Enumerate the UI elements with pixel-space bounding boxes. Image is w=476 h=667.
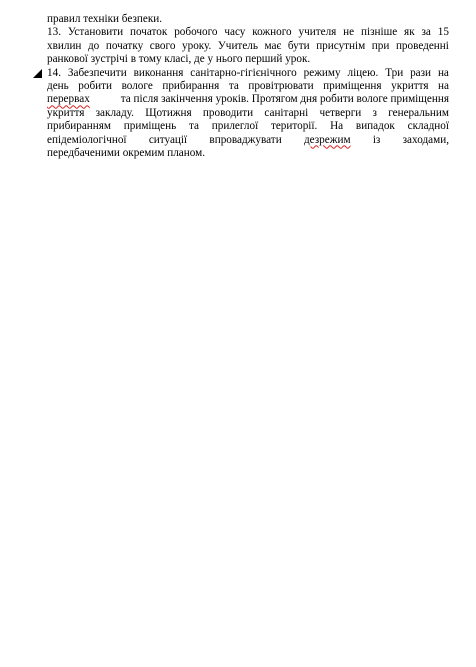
text-segment: хвилин [47, 39, 82, 52]
text-segment: пізніше [360, 26, 398, 39]
text-segment: закладу. [95, 106, 134, 119]
text-segment: свого [149, 39, 176, 52]
text-segment: На [330, 120, 344, 133]
text-segment: часу [224, 26, 246, 39]
text-segment: правил техніки безпеки. [47, 13, 163, 25]
text-segment: день [47, 79, 69, 92]
text-segment: ліцею. [347, 66, 379, 79]
text-segment: на [438, 79, 449, 92]
text-line [47, 93, 449, 106]
text-segment: має [264, 39, 282, 52]
document-body[interactable] [47, 13, 449, 160]
text-segment: санітарно-гігієнічного [190, 66, 297, 79]
text-segment: робити [78, 79, 113, 92]
text-segment: при [371, 39, 390, 52]
text-line [47, 40, 449, 53]
text-segment: до [87, 39, 100, 52]
text-segment: Три [385, 66, 404, 79]
text-segment: та [188, 120, 199, 133]
text-segment: Щотижня [145, 106, 192, 119]
text-segment: 15 [437, 26, 449, 39]
text-segment: Забезпечити [67, 66, 127, 79]
text-segment: епідеміологічної [47, 133, 127, 146]
text-line [47, 53, 449, 66]
text-segment: початку [105, 39, 144, 52]
text-segment: не [343, 26, 355, 39]
text-segment: Учитель [217, 39, 258, 52]
misspelled-word: перервах [47, 93, 90, 106]
text-segment: вологе [121, 79, 153, 92]
text-line [47, 134, 449, 147]
text-line [47, 80, 449, 93]
text-segment: бути [287, 39, 310, 52]
text-segment: території. [270, 120, 318, 133]
text-segment: як [404, 26, 415, 39]
text-segment: та після закінчення уроків. Протягом дня робити вологе приміщення [120, 93, 449, 106]
text-line [47, 107, 449, 120]
text-segment: присутнім [316, 39, 366, 52]
text-segment: прилеглої [211, 120, 259, 133]
text-segment: укриття [391, 79, 429, 92]
text-segment: 13. [47, 26, 61, 39]
text-segment: робочого [174, 26, 218, 39]
text-segment: випадок [355, 120, 395, 133]
misspelled-word: дезрежим [303, 133, 351, 146]
text-segment: проводити [202, 106, 254, 119]
paragraph-selection-marker-icon[interactable] [33, 69, 42, 78]
text-line [47, 147, 449, 160]
text-segment: початок [129, 26, 168, 39]
text-segment: ранкової зустрічі в тому класі, де у нього перший урок. [47, 53, 311, 66]
text-line [47, 120, 449, 133]
text-segment: приміщень [123, 120, 177, 133]
text-segment: уроку. [182, 39, 212, 52]
text-line [47, 67, 449, 80]
text-segment: передбаченими окремим планом. [47, 146, 206, 159]
text-segment: учителя [298, 26, 337, 39]
text-segment: кожного [252, 26, 292, 39]
text-segment: на [437, 66, 449, 79]
text-segment: режиму [303, 66, 341, 79]
text-segment: 14. [47, 66, 61, 79]
text-segment: прибирання [162, 79, 220, 92]
text-segment: виконання [133, 66, 184, 79]
text-segment: провітрювати [248, 79, 314, 92]
text-segment: генеральним [388, 106, 449, 119]
text-segment: прибиранням [47, 120, 112, 133]
text-segment: проведенні [395, 39, 449, 52]
text-segment: Установити [67, 26, 124, 39]
text-segment: ситуації [148, 133, 188, 146]
text-segment: заходами, [402, 133, 449, 146]
text-segment: приміщення [323, 79, 382, 92]
text-segment: складної [407, 120, 449, 133]
text-segment: рази [410, 66, 432, 79]
text-segment: четверги [319, 106, 362, 119]
text-segment: укриття [47, 106, 85, 119]
text-segment: впроваджувати [209, 133, 282, 146]
text-line [47, 26, 449, 39]
text-segment: та [228, 79, 239, 92]
text-segment: із [372, 133, 381, 146]
text-segment: за [421, 26, 431, 39]
text-line [47, 13, 449, 26]
text-segment: з [372, 106, 377, 119]
text-segment: санітарні [264, 106, 309, 119]
